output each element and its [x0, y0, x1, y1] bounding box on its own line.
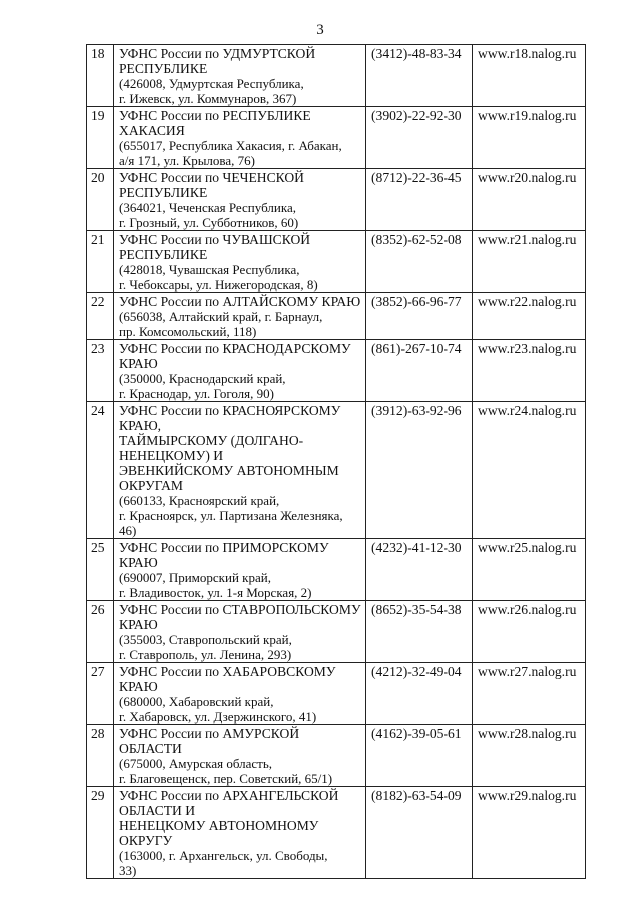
office-name-line: УФНС России по АЛТАЙСКОМУ КРАЮ	[119, 294, 361, 309]
office-name-line: КРАЮ	[119, 356, 158, 371]
row-number: 28	[87, 725, 114, 787]
office-cell	[114, 293, 366, 340]
office-address-line: 33)	[119, 863, 137, 878]
office-cell	[114, 340, 366, 402]
row-number: 27	[87, 663, 114, 725]
table-row	[87, 340, 586, 402]
office-name-line: НЕНЕЦКОМУ АВТОНОМНОМУ ОКРУГУ	[119, 818, 319, 848]
office-cell	[114, 787, 366, 879]
website-link[interactable]: www.r28.nalog.ru	[473, 725, 586, 787]
office-address-line: г. Красноярск, ул. Партизана Железняка,	[119, 508, 343, 523]
website-link[interactable]: www.r22.nalog.ru	[473, 293, 586, 340]
website-link[interactable]: www.r29.nalog.ru	[473, 787, 586, 879]
table-row	[87, 539, 586, 601]
phone-number: (3912)-63-92-96	[366, 402, 473, 539]
office-address-line: г. Хабаровск, ул. Дзержинского, 41)	[119, 709, 317, 724]
phone-number: (861)-267-10-74	[366, 340, 473, 402]
office-address-line: 46)	[119, 523, 137, 538]
office-name-line: УФНС России по УДМУРТСКОЙ	[119, 46, 316, 61]
phone-number: (8712)-22-36-45	[366, 169, 473, 231]
office-cell	[114, 169, 366, 231]
office-name-line: РЕСПУБЛИКЕ	[119, 61, 208, 76]
office-address-line: г. Ставрополь, ул. Ленина, 293)	[119, 647, 292, 662]
table-row	[87, 601, 586, 663]
office-address-line: (350000, Краснодарский край,	[119, 371, 286, 386]
website-link[interactable]: www.r19.nalog.ru	[473, 107, 586, 169]
row-number: 29	[87, 787, 114, 879]
phone-number: (4162)-39-05-61	[366, 725, 473, 787]
office-name-line: КРАЮ	[119, 617, 158, 632]
phone-number: (8182)-63-54-09	[366, 787, 473, 879]
office-address-line: (426008, Удмуртская Республика,	[119, 76, 304, 91]
table-row	[87, 663, 586, 725]
office-name-line: УФНС России по АМУРСКОЙ ОБЛАСТИ	[119, 726, 300, 756]
office-address-line: г. Владивосток, ул. 1-я Морская, 2)	[119, 585, 312, 600]
table-body	[87, 45, 586, 879]
office-name-line: УФНС России по ЧУВАШСКОЙ	[119, 232, 311, 247]
office-name-line: УФНС России по АРХАНГЕЛЬСКОЙ	[119, 788, 339, 803]
phone-number: (4232)-41-12-30	[366, 539, 473, 601]
office-address-line: (680000, Хабаровский край,	[119, 694, 274, 709]
row-number: 22	[87, 293, 114, 340]
office-cell	[114, 539, 366, 601]
office-address-line: (364021, Чеченская Республика,	[119, 200, 296, 215]
row-number: 24	[87, 402, 114, 539]
office-name-line: УФНС России по ХАБАРОВСКОМУ	[119, 664, 336, 679]
website-link[interactable]: www.r26.nalog.ru	[473, 601, 586, 663]
row-number: 18	[87, 45, 114, 107]
row-number: 25	[87, 539, 114, 601]
office-cell	[114, 231, 366, 293]
office-name-line: УФНС России по СТАВРОПОЛЬСКОМУ	[119, 602, 361, 617]
office-name-line: УФНС России по ПРИМОРСКОМУ КРАЮ	[119, 540, 329, 570]
office-name-line: ЭВЕНКИЙСКОМУ АВТОНОМНЫМ	[119, 463, 339, 478]
office-address-line: (660133, Красноярский край,	[119, 493, 280, 508]
office-name-line: НЕНЕЦКОМУ) И	[119, 448, 224, 463]
table-row	[87, 725, 586, 787]
table-row	[87, 107, 586, 169]
phone-number: (8352)-62-52-08	[366, 231, 473, 293]
office-address-line: а/я 171, ул. Крылова, 76)	[119, 153, 255, 168]
office-name-line: ОКРУГАМ	[119, 478, 184, 493]
office-name-line: РЕСПУБЛИКЕ	[119, 185, 208, 200]
office-name-line: УФНС России по РЕСПУБЛИКЕ	[119, 108, 311, 123]
office-address-line: г. Ижевск, ул. Коммунаров, 367)	[119, 91, 297, 106]
office-address-line: (656038, Алтайский край, г. Барнаул,	[119, 309, 323, 324]
row-number: 21	[87, 231, 114, 293]
office-address-line: (690007, Приморский край,	[119, 570, 271, 585]
office-cell	[114, 725, 366, 787]
office-address-line: (675000, Амурская область,	[119, 756, 273, 771]
office-name-line: РЕСПУБЛИКЕ	[119, 247, 208, 262]
website-link[interactable]: www.r27.nalog.ru	[473, 663, 586, 725]
office-address-line: (163000, г. Архангельск, ул. Свободы,	[119, 848, 328, 863]
phone-number: (8652)-35-54-38	[366, 601, 473, 663]
office-address-line: пр. Комсомольский, 118)	[119, 324, 257, 339]
office-address-line: г. Грозный, ул. Субботников, 60)	[119, 215, 299, 230]
phone-number: (3852)-66-96-77	[366, 293, 473, 340]
tax-offices-table	[86, 44, 586, 879]
phone-number: (4212)-32-49-04	[366, 663, 473, 725]
website-link[interactable]: www.r20.nalog.ru	[473, 169, 586, 231]
table-row	[87, 787, 586, 879]
office-cell	[114, 45, 366, 107]
table-row	[87, 293, 586, 340]
website-link[interactable]: www.r24.nalog.ru	[473, 402, 586, 539]
office-address-line: г. Краснодар, ул. Гоголя, 90)	[119, 386, 274, 401]
table-row	[87, 231, 586, 293]
table-row	[87, 45, 586, 107]
office-cell	[114, 107, 366, 169]
office-cell	[114, 663, 366, 725]
website-link[interactable]: www.r23.nalog.ru	[473, 340, 586, 402]
table-row	[87, 169, 586, 231]
office-address-line: г. Чебоксары, ул. Нижегородская, 8)	[119, 277, 318, 292]
office-name-line: УФНС России по КРАСНОЯРСКОМУ	[119, 403, 341, 418]
website-link[interactable]: www.r21.nalog.ru	[473, 231, 586, 293]
office-name-line: ОБЛАСТИ И	[119, 803, 196, 818]
office-address-line: (428018, Чувашская Республика,	[119, 262, 300, 277]
office-cell	[114, 601, 366, 663]
page-number: 3	[316, 22, 324, 38]
office-name-line: ХАКАСИЯ	[119, 123, 185, 138]
office-name-line: УФНС России по КРАСНОДАРСКОМУ	[119, 341, 351, 356]
office-name-line: ТАЙМЫРСКОМУ (ДОЛГАНО-	[119, 433, 304, 448]
website-link[interactable]: www.r25.nalog.ru	[473, 539, 586, 601]
office-address-line: г. Благовещенск, пер. Советский, 65/1)	[119, 771, 333, 786]
phone-number: (3902)-22-92-30	[366, 107, 473, 169]
row-number: 26	[87, 601, 114, 663]
phone-number: (3412)-48-83-34	[366, 45, 473, 107]
table-row	[87, 402, 586, 539]
office-name-line: КРАЮ,	[119, 418, 162, 433]
website-link[interactable]: www.r18.nalog.ru	[473, 45, 586, 107]
office-address-line: (355003, Ставропольский край,	[119, 632, 292, 647]
row-number: 19	[87, 107, 114, 169]
office-address-line: (655017, Республика Хакасия, г. Абакан,	[119, 138, 342, 153]
row-number: 20	[87, 169, 114, 231]
office-name-line: КРАЮ	[119, 679, 158, 694]
office-name-line: УФНС России по ЧЕЧЕНСКОЙ	[119, 170, 305, 185]
office-cell	[114, 402, 366, 539]
row-number: 23	[87, 340, 114, 402]
